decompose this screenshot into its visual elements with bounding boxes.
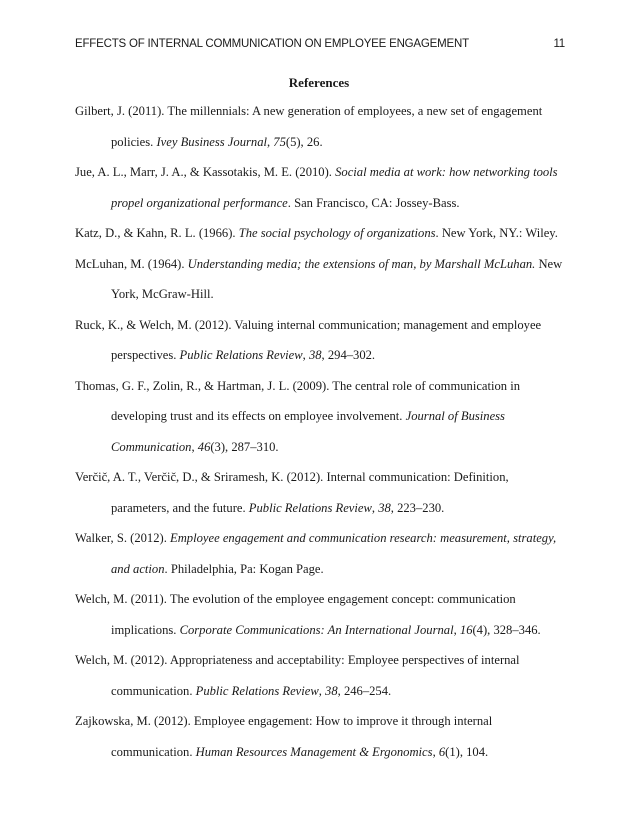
reference-source: Understanding media; the extensions of man, by Marshall McLuhan. [187,256,536,271]
reference-source: Public Relations Review [179,348,303,362]
reference-text: Zajkowska, M. (2012). Employee engagement: How to improve it through internal communication. [75,714,493,759]
reference-text: Katz, D., & Kahn, R. L. (1966). [75,226,239,240]
reference-text: Thomas, G. F., Zolin, R., & Hartman, J. L. (2009). The central role of communication in developing trust and its effects on employee involvement. [75,378,521,423]
reference-volume: 38 [308,348,322,362]
reference-volume: 38 [378,500,391,515]
running-head [75,38,565,50]
reference-entry [75,157,567,218]
reference-volume: 75 [273,134,286,149]
reference-text: , [266,134,274,149]
reference-entry [75,249,567,310]
reference-text: Jue, A. L., Marr, J. A., & Kassotakis, M. E. (2010). [75,165,336,179]
reference-source: Journal of Business Communication [111,409,505,454]
reference-volume: 46 [197,439,211,454]
reference-text: New York, McGraw-Hill. [111,256,563,301]
reference-text: , [371,500,379,515]
reference-text: Welch, M. (2011). The evolution of the employee engagement concept: communication implications. [75,592,516,637]
reference-source: Corporate Communications: An International Journal [179,622,454,637]
reference-list [75,96,567,767]
reference-text: Welch, M. (2012). Appropriateness and acceptability: Employee perspectives of internal communication. [75,653,520,698]
page-number: 11 [553,38,565,50]
reference-source: The social psychology of organizations [238,226,436,240]
reference-text: (1), 104. [445,744,489,759]
reference-entry [75,645,567,706]
reference-text: Ruck, K., & Welch, M. (2012). Valuing internal communication; management and employee perspectives. [75,317,542,362]
reference-text: (4), 328–346. [472,622,541,637]
reference-source: Human Resources Management & Ergonomics [195,744,433,759]
reference-entry [75,584,567,645]
page-title: References [288,75,350,90]
reference-text: , 246–254. [337,683,392,698]
reference-text: , [191,439,198,454]
reference-text: . Philadelphia, Pa: Kogan Page. [164,561,324,576]
reference-text: , [302,348,309,362]
reference-text: . San Francisco, CA: Jossey-Bass. [287,195,460,210]
reference-entry [75,706,567,767]
reference-text: Gilbert, J. (2011). The millennials: A new generation of employees, a new set of engagement policies. [75,104,543,149]
reference-entry [75,371,567,463]
reference-text: McLuhan, M. (1964). [75,256,188,271]
reference-text: , [432,744,439,759]
reference-text: , 294–302. [321,348,376,362]
running-head-text: EFFECTS OF INTERNAL COMMUNICATION ON EMPLOYEE ENGAGEMENT [75,38,469,50]
reference-text: , [453,622,460,637]
reference-source: Public Relations Review [248,500,372,515]
reference-entry [75,96,567,157]
reference-entry [75,218,567,249]
reference-source: Ivey Business Journal [156,134,267,149]
reference-entry [75,523,567,584]
reference-source: Social media at work: how networking tools propel organizational performance [111,165,558,210]
reference-text: (5), 26. [285,134,323,149]
reference-text: . New York, NY.: Wiley. [435,226,558,240]
reference-text: , 223–230. [390,500,445,515]
reference-volume: 16 [459,622,473,637]
reference-volume: 6 [438,744,446,759]
reference-text: Verčič, A. T., Verčič, D., & Sriramesh, K. (2012). Internal communication: Definition, parameters, and the future. [75,470,509,515]
reference-text: Walker, S. (2012). [75,531,171,545]
reference-text: (3), 287–310. [210,439,279,454]
reference-volume: 38 [325,683,338,698]
reference-source: Public Relations Review [195,683,319,698]
reference-entry [75,310,567,371]
reference-entry [75,462,567,523]
reference-source: Employee engagement and communication research: measurement, strategy, and action [111,531,557,576]
reference-text: , [318,683,326,698]
